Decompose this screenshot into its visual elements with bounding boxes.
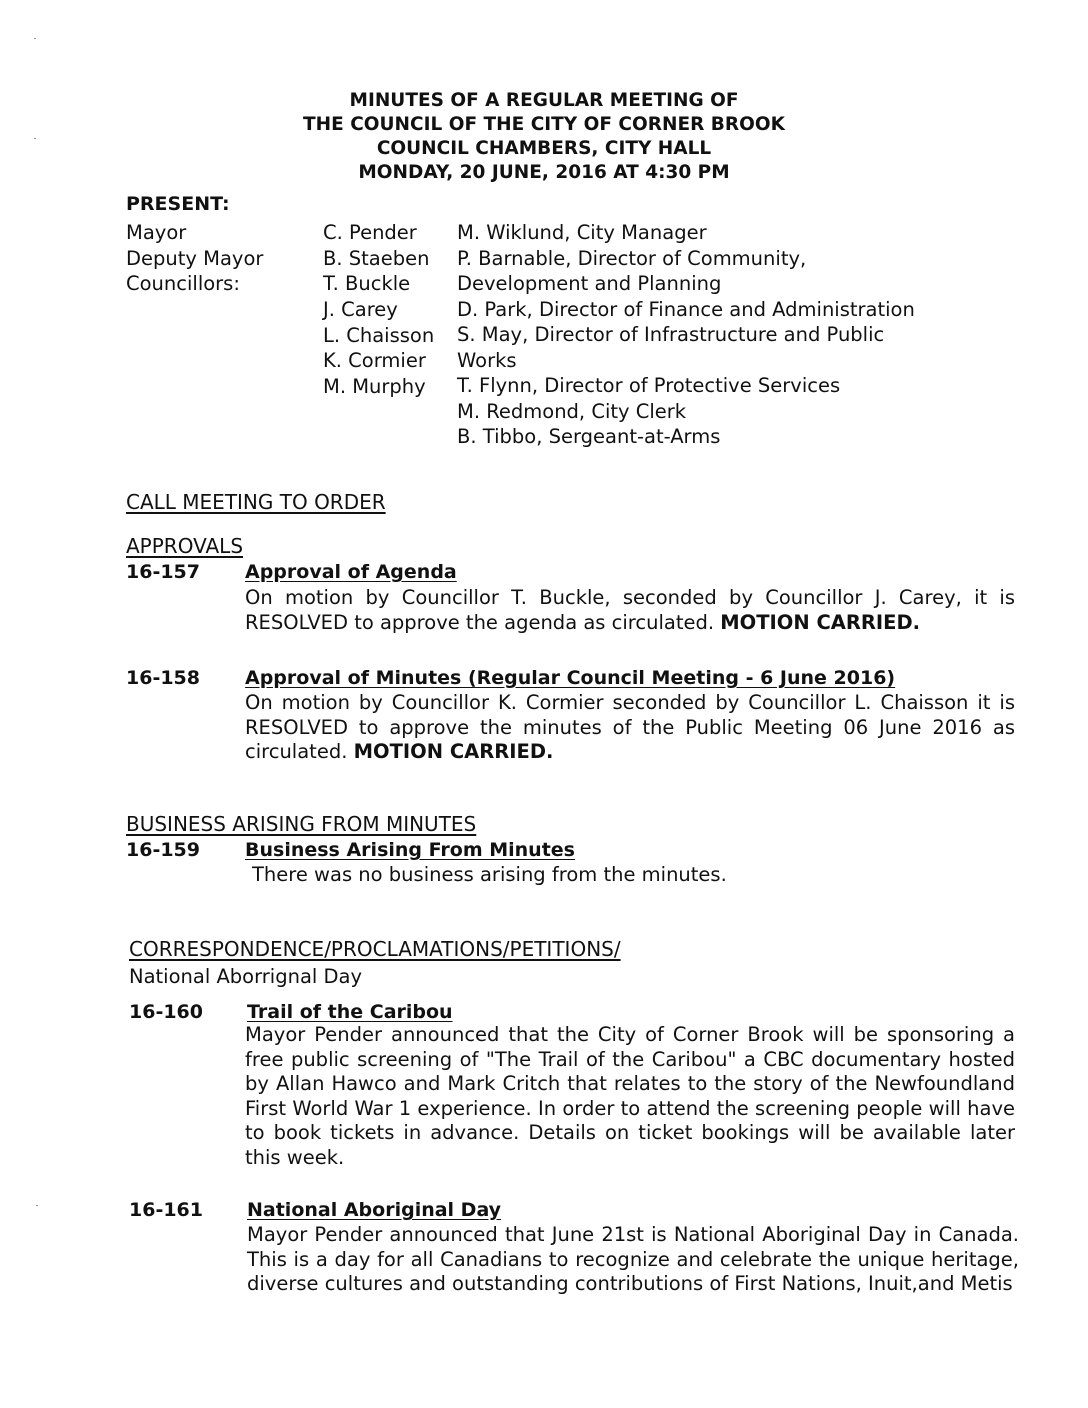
staff-line: T. Flynn, Director of Protective Services <box>457 374 841 397</box>
item-number: 16-160 <box>129 1001 203 1023</box>
item-text: On motion by Councillor K. Cormier seconded by Councillor L. Chaisson it is RESOLVED to approve the minutes of the Public Meeting 06 June 2016 as circulated. <box>245 691 1015 763</box>
section-approvals: APPROVALS <box>126 534 244 558</box>
item-body <box>245 691 1015 765</box>
section-correspondence: CORRESPONDENCE/PROCLAMATIONS/PETITIONS/ <box>129 937 621 961</box>
staff-line: M. Redmond, City Clerk <box>457 399 687 423</box>
staff-line: Works <box>457 348 517 372</box>
member-name: T. Buckle <box>323 272 411 296</box>
motion-result: MOTION CARRIED. <box>720 610 921 634</box>
section-subheading: National Aborrignal Day <box>129 965 363 988</box>
item-body: Mayor Pender announced that the City of Corner Brook will be sponsoring a free public screening of "The Trail of the Caribou" a CBC documentary hosted by Allan Hawco and Mark Critch that relates to the story of the Newfoundland First World War 1 experience. In order to attend the screening people will have to book tickets in advance. Details on ticket bookings will be available later this week. <box>245 1023 1015 1169</box>
item-number: 16-161 <box>129 1199 203 1221</box>
staff-line: M. Wiklund, City Manager <box>457 221 707 244</box>
members-column <box>323 220 434 400</box>
role-mayor: Mayor <box>126 221 187 244</box>
title-line-4: MONDAY, 20 JUNE, 2016 AT 4:30 PM <box>358 162 730 183</box>
title-line-1: MINUTES OF A REGULAR MEETING OF <box>349 90 739 111</box>
motion-result: MOTION CARRIED. <box>353 740 554 763</box>
document-title <box>0 89 1088 185</box>
member-name: M. Murphy <box>323 375 426 399</box>
member-name: K. Cormier <box>323 349 426 373</box>
item-text: On motion by Councillor T. Buckle, seconded by Councillor J. Carey, it is RESOLVED to approve the agenda as circulated. <box>245 586 1015 634</box>
scan-speck <box>34 38 36 39</box>
staff-line: P. Barnable, Director of Community, <box>457 246 807 270</box>
title-line-2: THE COUNCIL OF THE CITY OF CORNER BROOK <box>303 114 785 135</box>
present-heading: PRESENT: <box>126 193 230 215</box>
item-number: 16-157 <box>126 561 200 583</box>
member-name: J. Carey <box>323 298 398 322</box>
item-title: Approval of Agenda <box>245 561 457 583</box>
member-name: B. Staeben <box>323 246 430 270</box>
section-business-arising: BUSINESS ARISING FROM MINUTES <box>126 812 477 836</box>
item-body: Mayor Pender announced that June 21st is National Aboriginal Day in Canada. This is a day for all Canadians to recognize and celebrate the unique heritage, diverse cultures and outstanding contributions of First Nations, Inuit,and Metis <box>247 1223 1019 1295</box>
item-number: 16-159 <box>126 839 200 861</box>
staff-line: B. Tibbo, Sergeant-at-Arms <box>457 425 721 448</box>
item-number: 16-158 <box>126 667 200 689</box>
role-councillors: Councillors: <box>126 272 240 295</box>
staff-line: Development and Planning <box>457 272 722 295</box>
role-deputy-mayor: Deputy Mayor <box>126 246 264 270</box>
item-title: National Aboriginal Day <box>247 1199 502 1221</box>
item-title: Approval of Minutes (Regular Council Meeting - 6 June 2016) <box>245 667 896 689</box>
roles-column <box>126 220 263 297</box>
staff-column <box>457 220 915 450</box>
item-title: Business Arising From Minutes <box>245 839 575 861</box>
staff-line: S. May, Director of Infrastructure and Public <box>457 323 885 346</box>
item-body: There was no business arising from the minutes. <box>252 863 727 886</box>
staff-line: D. Park, Director of Finance and Administration <box>457 297 915 321</box>
title-line-3: COUNCIL CHAMBERS, CITY HALL <box>376 138 712 159</box>
section-call-to-order: CALL MEETING TO ORDER <box>126 490 386 514</box>
item-title: Trail of the Caribou <box>247 1001 453 1023</box>
member-name: C. Pender <box>323 221 417 244</box>
scan-speck <box>36 1205 38 1206</box>
member-name: L. Chaisson <box>323 323 435 347</box>
item-body <box>245 586 1015 635</box>
